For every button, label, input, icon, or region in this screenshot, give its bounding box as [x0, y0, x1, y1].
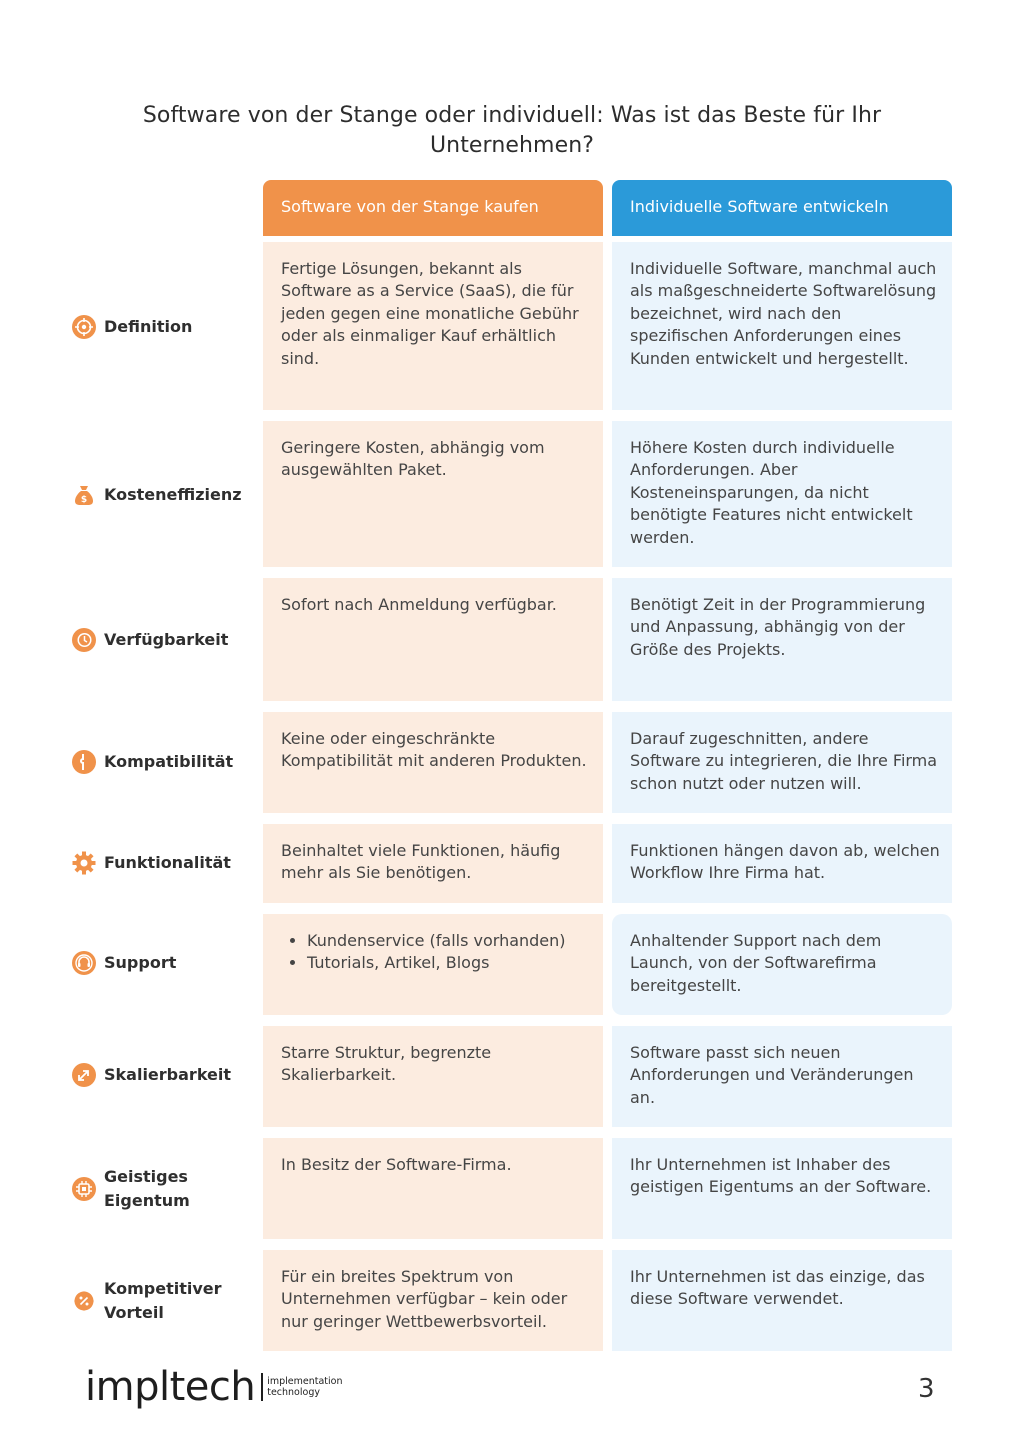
cell-geistiges-eigentum-off-the-shelf: In Besitz der Software-Firma. — [263, 1138, 603, 1239]
cell-kompetitiver-vorteil-off-the-shelf: Für ein breites Spektrum von Unternehmen verfügbar – kein oder nur geringer Wettbewerbsvorteil. — [263, 1250, 603, 1351]
row-label-text: Definition — [104, 317, 193, 336]
chip-icon — [72, 1177, 96, 1201]
clock-icon — [72, 628, 96, 652]
row-label-text: Skalierbarkeit — [104, 1065, 232, 1084]
row-label-text: Verfügbarkeit — [104, 630, 229, 649]
target-icon — [72, 315, 96, 339]
row-label-text: Geistiges Eigentum — [104, 1167, 190, 1210]
puzzle-icon — [72, 750, 96, 774]
cell-verfuegbarkeit-custom: Benötigt Zeit in der Programmierung und Anpassung, abhängig von der Größe des Projekts. — [612, 578, 952, 701]
cell-kompetitiver-vorteil-custom: Ihr Unternehmen ist das einzige, das diese Software verwendet. — [612, 1250, 952, 1351]
headset-icon — [72, 951, 96, 975]
row-label-kompetitiver-vorteil — [72, 1277, 257, 1325]
list-item: • Kundenservice (falls vorhanden) — [307, 930, 591, 952]
page-number: 3 — [918, 1374, 935, 1404]
logo-wordmark: impltech — [85, 1364, 256, 1410]
cell-funktionalitaet-off-the-shelf: Beinhaltet viele Funktionen, häufig mehr als Sie benötigen. — [263, 824, 603, 903]
page-title-line-2: Unternehmen? — [429, 133, 595, 158]
cell-kosteneffizienz-off-the-shelf: Geringere Kosten, abhängig vom ausgewählten Paket. — [263, 421, 603, 567]
logo-divider — [261, 1373, 263, 1401]
row-label-text: Kosteneffizienz — [104, 485, 242, 504]
column-header-off-the-shelf: Software von der Stange kaufen — [263, 180, 603, 236]
list-item: • Tutorials, Artikel, Blogs — [307, 952, 591, 974]
impltech-logo — [85, 1365, 343, 1409]
row-label-kosteneffizienz — [72, 483, 257, 507]
row-label-funktionalitaet — [72, 851, 257, 875]
support-list — [281, 930, 591, 975]
cell-kompatibilitaet-custom: Darauf zugeschnitten, andere Software zu integrieren, die Ihre Firma schon nutzt oder nutzen will. — [612, 712, 952, 813]
page-title — [0, 101, 1024, 161]
row-label-verfuegbarkeit — [72, 628, 257, 652]
column-header-custom: Individuelle Software entwickeln — [612, 180, 952, 236]
cell-support-custom: Anhaltender Support nach dem Launch, von der Softwarefirma bereitgestellt. — [612, 914, 952, 1015]
row-label-text: Kompetitiver Vorteil — [104, 1279, 222, 1322]
gear-icon — [72, 851, 96, 875]
logo-tagline-line-2: technology — [267, 1387, 320, 1398]
cell-verfuegbarkeit-off-the-shelf: Sofort nach Anmeldung verfügbar. — [263, 578, 603, 701]
row-label-text: Funktionalität — [104, 853, 231, 872]
row-label-support — [72, 951, 257, 975]
row-label-kompatibilitaet — [72, 750, 257, 774]
svg-text:$: $ — [80, 495, 88, 505]
cell-geistiges-eigentum-custom: Ihr Unternehmen ist Inhaber des geistigen Eigentums an der Software. — [612, 1138, 952, 1239]
row-label-geistiges-eigentum — [72, 1165, 257, 1213]
cell-definition-off-the-shelf: Fertige Lösungen, bekannt als Software as a Service (SaaS), die für jeden gegen eine monatliche Gebühr oder als einmaliger Kauf erhältlich sind. — [263, 242, 603, 410]
page-title-line-1: Software von der Stange oder individuell: Was ist das Beste für Ihr — [142, 103, 882, 128]
cell-kompatibilitaet-off-the-shelf: Keine oder eingeschränkte Kompatibilität mit anderen Produkten. — [263, 712, 603, 813]
row-label-definition — [72, 315, 257, 339]
row-label-text: Kompatibilität — [104, 752, 234, 771]
row-label-text: Support — [104, 953, 177, 972]
cell-funktionalitaet-custom: Funktionen hängen davon ab, welchen Workflow Ihre Firma hat. — [612, 824, 952, 903]
money-bag-icon — [72, 483, 96, 507]
cell-support-off-the-shelf — [263, 914, 603, 1015]
logo-tagline-line-1: implementation — [267, 1376, 343, 1387]
logo-tagline — [267, 1376, 342, 1398]
cell-skalierbarkeit-off-the-shelf: Starre Struktur, begrenzte Skalierbarkeit. — [263, 1026, 603, 1127]
cell-kosteneffizienz-custom: Höhere Kosten durch individuelle Anforderungen. Aber Kosteneinsparungen, da nicht benötigte Features nicht entwickelt werden. — [612, 421, 952, 567]
percent-badge-icon — [72, 1289, 96, 1313]
cell-skalierbarkeit-custom: Software passt sich neuen Anforderungen und Veränderungen an. — [612, 1026, 952, 1127]
cell-definition-custom: Individuelle Software, manchmal auch als maßgeschneiderte Softwarelösung bezeichnet, wird nach den spezifischen Anforderungen eines Kunden entwickelt und hergestellt. — [612, 242, 952, 410]
row-label-skalierbarkeit — [72, 1063, 257, 1087]
resize-arrow-icon — [72, 1063, 96, 1087]
